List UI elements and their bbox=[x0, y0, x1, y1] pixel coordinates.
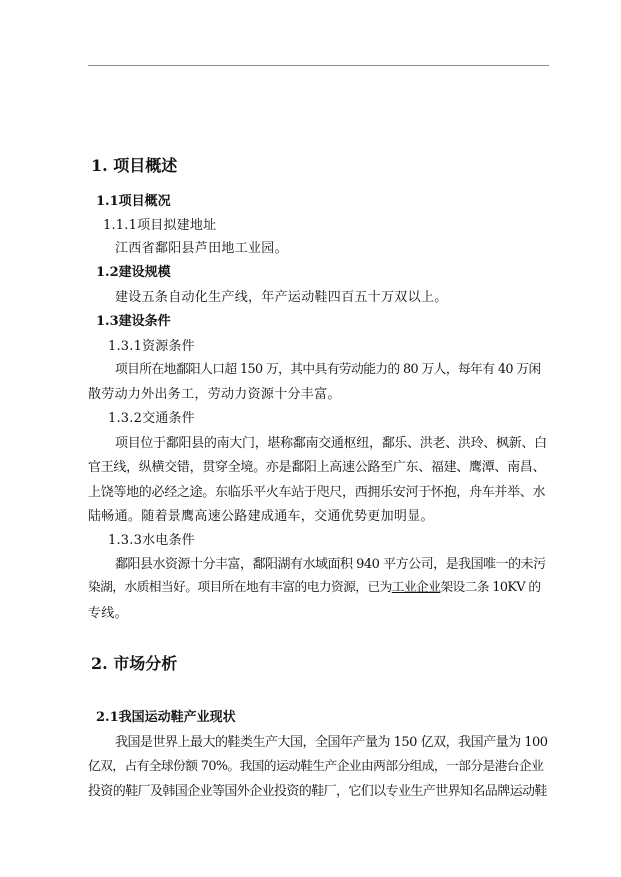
paragraph-scale: 建设五条自动化生产线，年产运动鞋四百五十万双以上。 bbox=[115, 290, 448, 305]
underlined-term: 工业企业 bbox=[391, 580, 441, 595]
paragraph-line: 上饶等地的必经之途。东临乐平火车站于咫尺，西拥乐安河于怀抱，舟车并举、水 bbox=[88, 485, 546, 500]
paragraph-line: 专线。 bbox=[88, 606, 128, 621]
subsubsection-heading-1-3-1: 1.3.1资源条件 bbox=[108, 339, 195, 354]
paragraph-line: 官王线，纵横交错，贯穿全境。亦是鄱阳上高速公路至广东、福建、鹰潭、南昌、 bbox=[88, 460, 546, 475]
paragraph-line bbox=[88, 582, 541, 595]
section-heading-1: 1. 项目概述 bbox=[91, 156, 178, 175]
subsubsection-heading-1-3-2: 1.3.2交通条件 bbox=[108, 411, 195, 426]
paragraph-line: 鄱阳县水资源十分丰富，鄱阳湖有水域面积 940 平方公司，是我国唯一的未污 bbox=[115, 557, 546, 572]
paragraph-line: 亿双，占有全球份额 70%。我国的运动鞋生产企业由两部分组成，一部分是港台企业 bbox=[88, 759, 544, 774]
paragraph-line: 投资的鞋厂及韩国企业等国外企业投资的鞋厂，它们以专业生产世界知名品牌运动鞋 bbox=[88, 784, 547, 799]
paragraph-line: 我国是世界上最大的鞋类生产大国，全国年产量为 150 亿双，我国产量为 100 bbox=[115, 735, 548, 750]
paragraph-line: 散劳动力外出务工，劳动力资源十分丰富。 bbox=[88, 387, 341, 402]
paragraph-site-address: 江西省鄱阳县芦田地工业园。 bbox=[115, 241, 288, 256]
subsection-heading-1-2: 1.2建设规模 bbox=[96, 265, 171, 280]
paragraph-line: 项目位于鄱阳县的南大门，堪称鄱南交通枢纽，鄱乐、洪老、洪玲、枫新、白 bbox=[115, 436, 547, 451]
subsubsection-heading-1-3-3: 1.3.3水电条件 bbox=[108, 533, 195, 548]
subsubsection-heading-1-1-1: 1.1.1项目拟建地址 bbox=[103, 218, 217, 233]
paragraph-line: 项目所在地鄱阳人口超 150 万，其中具有劳动能力的 80 万人，每年有 40 万闲 bbox=[115, 362, 541, 377]
subsection-heading-1-3: 1.3建设条件 bbox=[96, 314, 171, 329]
paragraph-line: 陆畅通。随着景鹰高速公路建成通车，交通优势更加明显。 bbox=[88, 509, 434, 524]
paragraph-text: 染湖，水质相当好。项目所在地有丰富的电力资源，已为 bbox=[88, 580, 392, 595]
subsection-heading-1-1: 1.1项目概况 bbox=[96, 194, 171, 209]
subsection-heading-2-1: 2.1我国运动鞋产业现状 bbox=[96, 710, 236, 725]
section-heading-2: 2. 市场分析 bbox=[91, 654, 178, 673]
paragraph-text: 架设二条 10KV 的 bbox=[440, 580, 541, 595]
header-rule bbox=[88, 65, 549, 66]
